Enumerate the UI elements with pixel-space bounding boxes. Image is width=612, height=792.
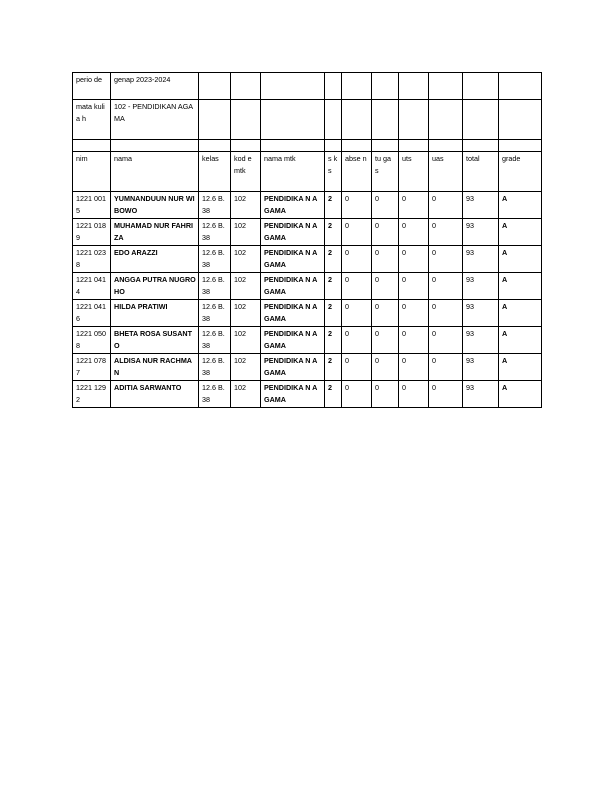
table-cell: 93	[463, 219, 499, 246]
table-cell: 12.6 B.38	[199, 381, 231, 408]
table-cell: A	[499, 219, 542, 246]
table-cell: BHETA ROSA SUSANTO	[111, 327, 199, 354]
table-cell: 0	[399, 273, 429, 300]
table-cell: 102	[231, 192, 261, 219]
table-cell: 0	[429, 219, 463, 246]
matakuliah-value: 102 - PENDIDIKAN AGAMA	[111, 100, 199, 140]
table-cell: PENDIDIKA N AGAMA	[261, 300, 325, 327]
table-cell: A	[499, 273, 542, 300]
header-cell: tu ga s	[372, 152, 399, 192]
table-cell: 2	[325, 273, 342, 300]
table-cell: PENDIDIKA N AGAMA	[261, 273, 325, 300]
header-cell: s k s	[325, 152, 342, 192]
table-cell: 93	[463, 354, 499, 381]
table-cell: 0	[429, 192, 463, 219]
header-cell: kod e mtk	[231, 152, 261, 192]
table-cell: 0	[342, 354, 372, 381]
table-cell: 0	[342, 300, 372, 327]
table-cell: 0	[372, 327, 399, 354]
header-cell: nim	[73, 152, 111, 192]
header-cell: nama mtk	[261, 152, 325, 192]
table-cell: 2	[325, 354, 342, 381]
table-row	[73, 219, 542, 246]
table-cell: 1221 0787	[73, 354, 111, 381]
table-cell: 1221 0414	[73, 273, 111, 300]
table-cell: A	[499, 300, 542, 327]
table-cell: 1221 0189	[73, 219, 111, 246]
header-cell: abse n	[342, 152, 372, 192]
table-cell: 93	[463, 300, 499, 327]
table-cell: 0	[342, 273, 372, 300]
table-cell: 0	[372, 381, 399, 408]
table-row	[73, 327, 542, 354]
table-cell: 93	[463, 327, 499, 354]
table-cell: 102	[231, 300, 261, 327]
table-cell: 2	[325, 327, 342, 354]
table-cell: 0	[399, 246, 429, 273]
table-cell: 0	[342, 192, 372, 219]
table-cell: 0	[399, 192, 429, 219]
table-cell: 2	[325, 246, 342, 273]
table-cell: PENDIDIKA N AGAMA	[261, 327, 325, 354]
table-cell: ADITIA SARWANTO	[111, 381, 199, 408]
table-cell: 0	[372, 300, 399, 327]
table-cell: 1221 0416	[73, 300, 111, 327]
header-cell: total	[463, 152, 499, 192]
table-cell: 0	[399, 381, 429, 408]
table-cell: 0	[342, 381, 372, 408]
table-cell: MUHAMAD NUR FAHRIZA	[111, 219, 199, 246]
table-row	[73, 300, 542, 327]
table-cell: ALDISA NUR RACHMAN	[111, 354, 199, 381]
table-cell: A	[499, 327, 542, 354]
spacer-row	[73, 140, 542, 152]
header-cell: uas	[429, 152, 463, 192]
table-cell: 12.6 B.38	[199, 246, 231, 273]
table-cell: A	[499, 381, 542, 408]
table-cell: 93	[463, 246, 499, 273]
table-cell: 0	[372, 219, 399, 246]
table-row	[73, 354, 542, 381]
table-cell: 12.6 B.38	[199, 300, 231, 327]
table-cell: PENDIDIKA N AGAMA	[261, 192, 325, 219]
table-cell: 0	[372, 273, 399, 300]
table-cell: 0	[429, 273, 463, 300]
table-row	[73, 381, 542, 408]
table-cell: 12.6 B.38	[199, 327, 231, 354]
table-cell: 0	[429, 327, 463, 354]
header-cell: grade	[499, 152, 542, 192]
matakuliah-label: mata kulia h	[73, 100, 111, 140]
table-cell: A	[499, 192, 542, 219]
table-cell: 0	[372, 246, 399, 273]
table-cell: ANGGA PUTRA NUGROHO	[111, 273, 199, 300]
periode-row	[73, 73, 542, 100]
table-cell: 1221 1292	[73, 381, 111, 408]
table-cell: 93	[463, 381, 499, 408]
table-cell: EDO ARAZZI	[111, 246, 199, 273]
table-cell: 102	[231, 219, 261, 246]
table-cell: 12.6 B.38	[199, 219, 231, 246]
table-cell: 2	[325, 300, 342, 327]
table-cell: 102	[231, 381, 261, 408]
table-cell: 12.6 B.38	[199, 273, 231, 300]
header-cell: kelas	[199, 152, 231, 192]
table-cell: 0	[429, 300, 463, 327]
table-cell: 0	[429, 354, 463, 381]
table-row	[73, 273, 542, 300]
table-cell: 102	[231, 354, 261, 381]
table-cell: 102	[231, 327, 261, 354]
table-cell: PENDIDIKA N AGAMA	[261, 354, 325, 381]
table-cell: 12.6 B.38	[199, 354, 231, 381]
table-cell: 0	[342, 327, 372, 354]
header-cell: uts	[399, 152, 429, 192]
periode-label: perio de	[73, 73, 111, 100]
table-cell: 0	[399, 354, 429, 381]
table-cell: YUMNANDUUN NUR WIBOWO	[111, 192, 199, 219]
table-cell: 2	[325, 192, 342, 219]
table-cell: 0	[399, 327, 429, 354]
table-cell: 0	[399, 219, 429, 246]
table-cell: 0	[342, 246, 372, 273]
periode-value: genap 2023-2024	[111, 73, 199, 100]
matakuliah-row	[73, 100, 542, 140]
table-cell: 0	[372, 354, 399, 381]
table-cell: PENDIDIKA N AGAMA	[261, 381, 325, 408]
table-cell: 0	[342, 219, 372, 246]
grade-table	[72, 72, 542, 408]
table-cell: 1221 0015	[73, 192, 111, 219]
table-cell: A	[499, 246, 542, 273]
table-cell: 102	[231, 246, 261, 273]
table-cell: 2	[325, 381, 342, 408]
table-cell: 102	[231, 273, 261, 300]
table-cell: 0	[372, 192, 399, 219]
table-cell: 1221 0508	[73, 327, 111, 354]
table-cell: 12.6 B.38	[199, 192, 231, 219]
table-cell: 0	[429, 381, 463, 408]
table-cell: A	[499, 354, 542, 381]
table-cell: HILDA PRATIWI	[111, 300, 199, 327]
header-row	[73, 152, 542, 192]
table-cell: PENDIDIKA N AGAMA	[261, 246, 325, 273]
table-cell: 0	[429, 246, 463, 273]
table-cell: 93	[463, 192, 499, 219]
table-cell: 2	[325, 219, 342, 246]
header-cell: nama	[111, 152, 199, 192]
table-cell: PENDIDIKA N AGAMA	[261, 219, 325, 246]
table-row	[73, 192, 542, 219]
table-cell: 93	[463, 273, 499, 300]
table-cell: 0	[399, 300, 429, 327]
table-row	[73, 246, 542, 273]
table-cell: 1221 0238	[73, 246, 111, 273]
